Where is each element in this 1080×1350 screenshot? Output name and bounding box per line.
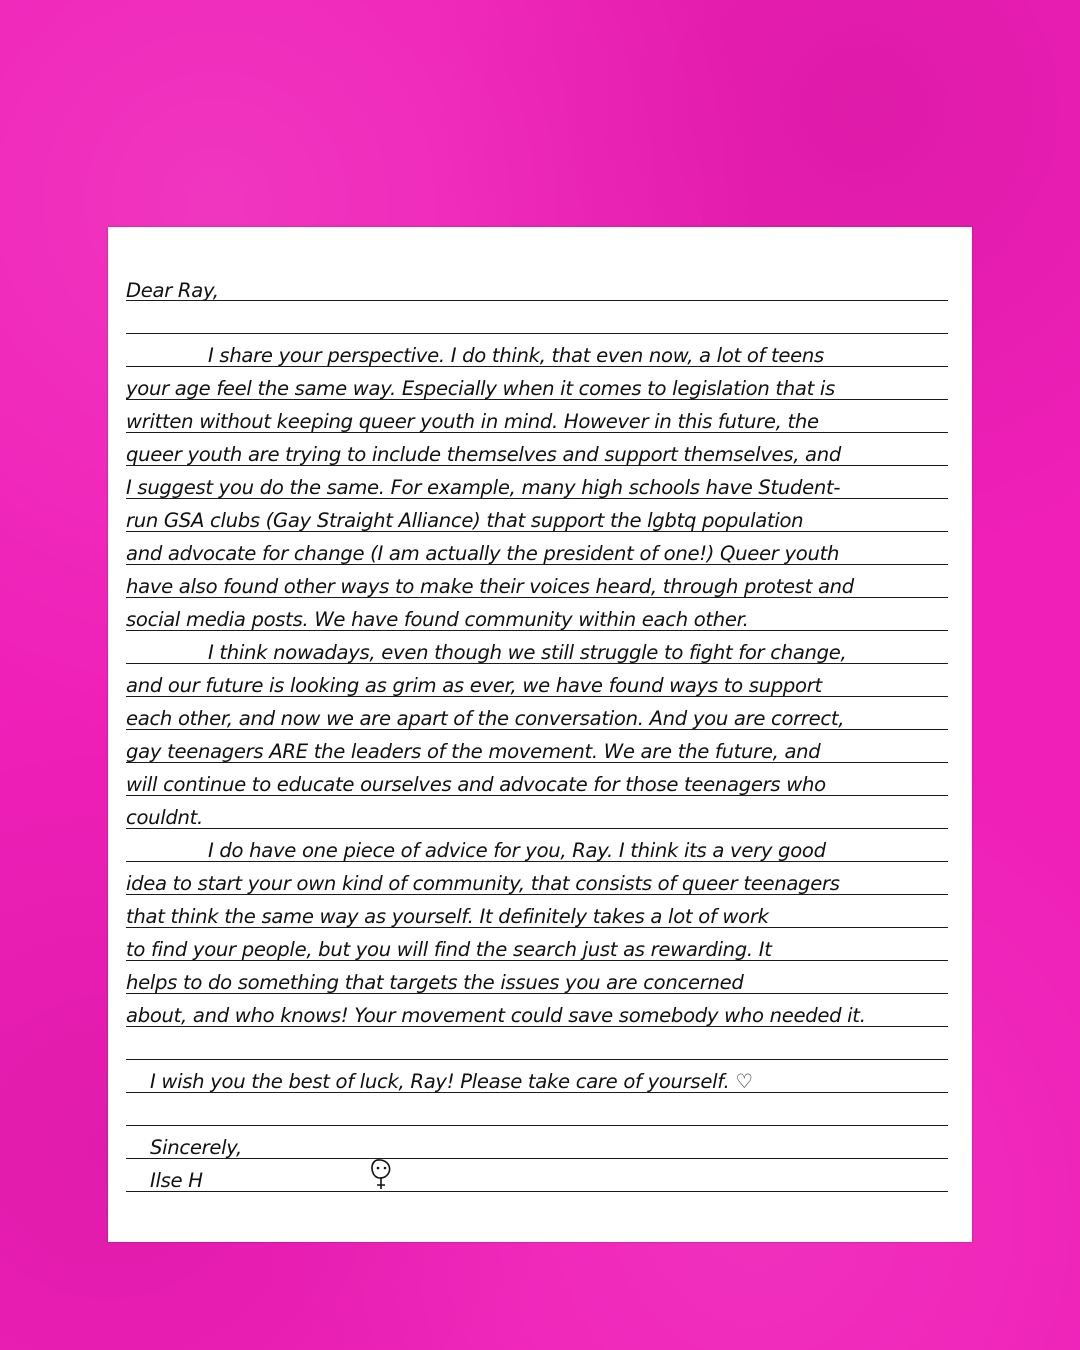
paragraph-3-line: that think the same way as yourself. It definitely takes a lot of work bbox=[126, 905, 769, 927]
paragraph-3-line: I do have one piece of advice for you, Ray. I think its a very good bbox=[208, 839, 826, 861]
paragraph-1-line: and advocate for change (I am actually the president of one!) Queer youth bbox=[126, 542, 840, 564]
paragraph-1-line: written without keeping queer youth in mind. However in this future, the bbox=[126, 410, 819, 432]
paragraph-3-line: idea to start your own kind of community, that consists of queer teenagers bbox=[126, 872, 840, 894]
signature-doodle-icon bbox=[366, 1156, 402, 1192]
paragraph-1-line: queer youth are trying to include themselves and support themselves, and bbox=[126, 443, 842, 465]
paragraph-2-line: gay teenagers ARE the leaders of the movement. We are the future, and bbox=[126, 740, 821, 762]
signoff: Sincerely, bbox=[150, 1136, 242, 1158]
paragraph-1-line: run GSA clubs (Gay Straight Alliance) that support the lgbtq population bbox=[126, 509, 804, 531]
ruled-line bbox=[126, 1093, 948, 1126]
paragraph-2-line: and our future is looking as grim as ever, we have found ways to support bbox=[126, 674, 822, 696]
paragraph-2-line: I think nowadays, even though we still struggle to fight for change, bbox=[208, 641, 847, 663]
ruled-line bbox=[126, 1027, 948, 1060]
paragraph-2-line: will continue to educate ourselves and advocate for those teenagers who bbox=[126, 773, 826, 795]
paragraph-3-line: helps to do something that targets the issues you are concerned bbox=[126, 971, 744, 993]
paragraph-2-line: each other, and now we are apart of the conversation. And you are correct, bbox=[126, 707, 845, 729]
paragraph-1-line: your age feel the same way. Especially when it comes to legislation that is bbox=[126, 377, 835, 399]
paragraph-3-line: about, and who knows! Your movement could save somebody who needed it. bbox=[126, 1004, 866, 1026]
paragraph-3-line: to find your people, but you will find the search just as rewarding. It bbox=[126, 938, 772, 960]
letter-paper bbox=[108, 227, 972, 1242]
paragraph-1-line: have also found other ways to make their voices heard, through protest and bbox=[126, 575, 854, 597]
signature: Ilse H bbox=[150, 1169, 203, 1191]
ruled-line bbox=[126, 301, 948, 334]
paragraph-1-line: I share your perspective. I do think, that even now, a lot of teens bbox=[208, 344, 824, 366]
salutation: Dear Ray, bbox=[126, 279, 219, 301]
paragraph-1-line: I suggest you do the same. For example, many high schools have Student- bbox=[126, 476, 841, 498]
closing-wish: I wish you the best of luck, Ray! Please take care of yourself. ♡ bbox=[150, 1070, 753, 1092]
paragraph-2-line: couldnt. bbox=[126, 806, 203, 828]
paragraph-1-line: social media posts. We have found community within each other. bbox=[126, 608, 749, 630]
